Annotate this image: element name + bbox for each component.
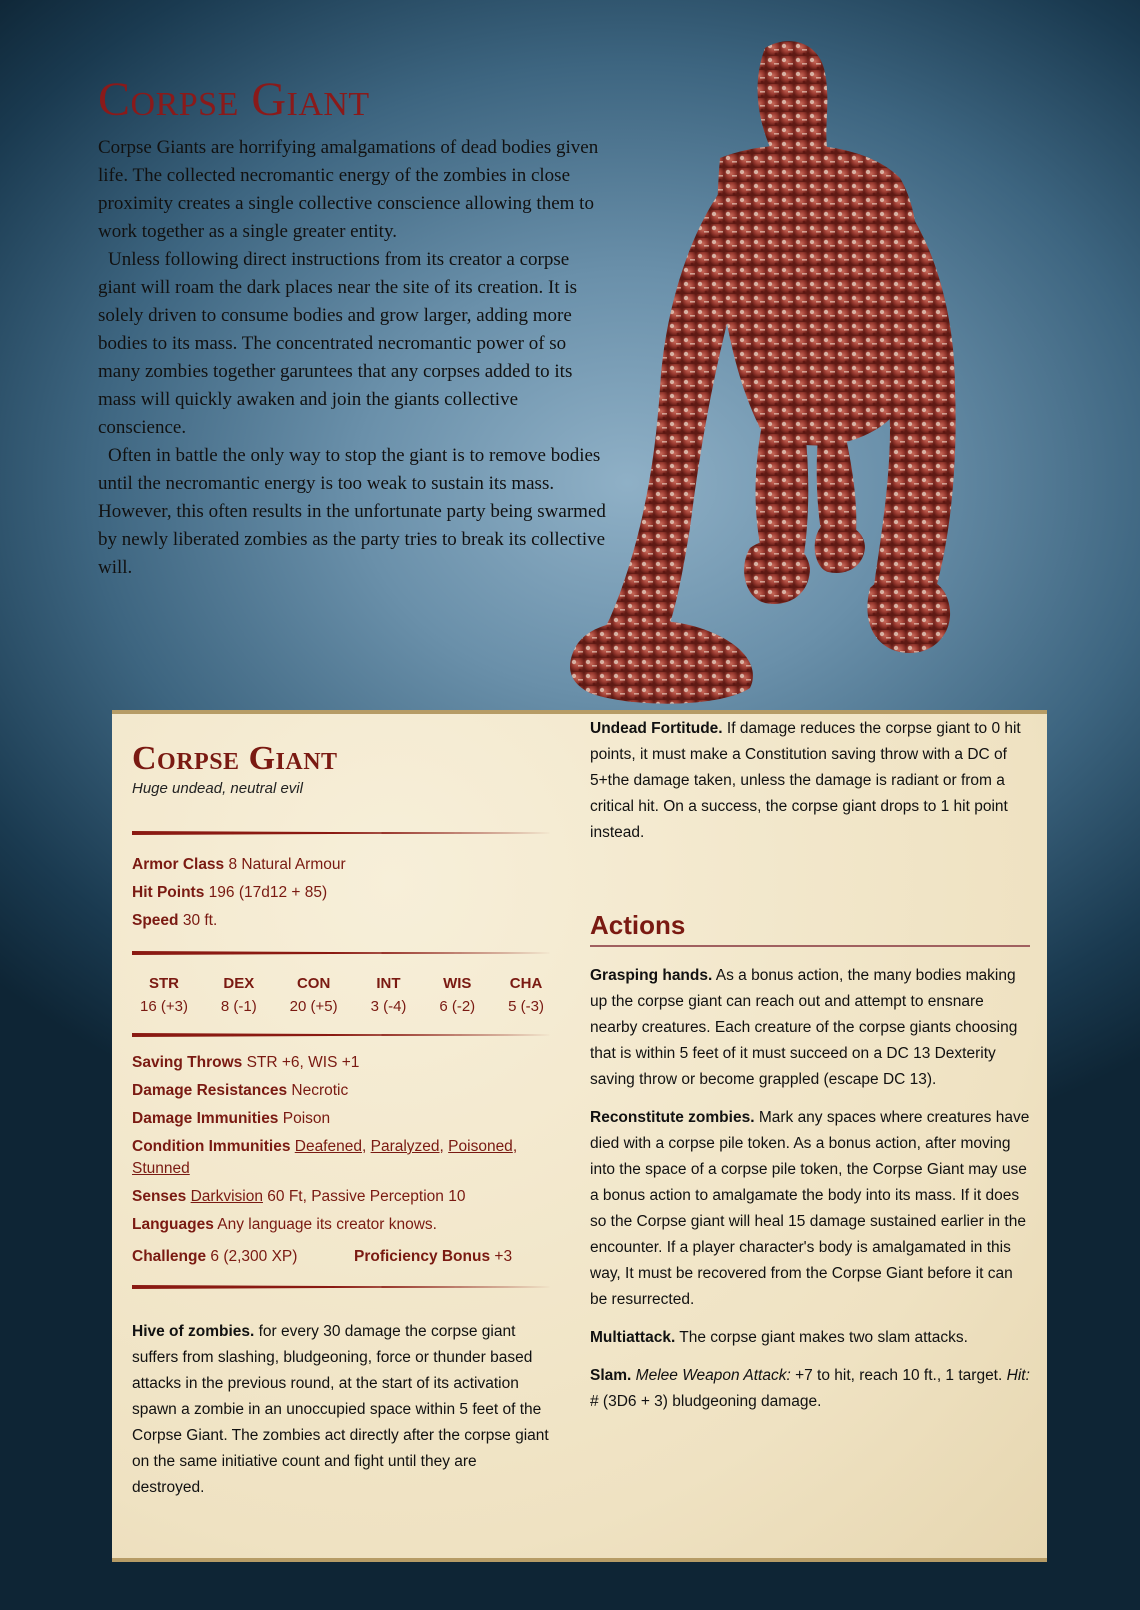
trait-hive-of-zombies: Hive of zombies. for every 30 damage the corpse giant suffers from slashing, bludgeoning, force or thunder based attacks in the previous round, at the start of its activation spawn a zombie in an unoccupied space within 5 feet of the Corpse Giant. The zombies act directly after the corpse giant on the same initiative count and fight until they are destroyed. bbox=[132, 1323, 549, 1496]
challenge-row bbox=[132, 1243, 552, 1271]
divider bbox=[132, 831, 552, 835]
action-reconstitute-zombies: Reconstitute zombies. Mark any spaces where creatures have died with a corpse pile token. As a bonus action, after moving into the space of a corpse pile token, the Corpse Giant may use a bonus action to amalgamate the body into its mass. If it does so the Corpse giant will heal 15 damage sustained earlier in the encounter. If a player character's body is amalgamated in this way, It must be recovered from the Corpse Giant before it can be resurrected. bbox=[590, 1109, 1030, 1308]
intro-paragraph: Corpse Giants are horrifying amalgamations of dead bodies given life. The collected necromantic energy of the zombies in close proximity creates a single collective conscience allowing them to work together as a single greater entity. bbox=[98, 137, 599, 242]
condition-immunities: Condition Immunities Deafened, Paralyzed, Poisoned, Stunned bbox=[132, 1138, 518, 1177]
saving-throws: Saving Throws STR +6, WIS +1 bbox=[132, 1054, 360, 1071]
action-slam: Slam. Melee Weapon Attack: +7 to hit, reach 10 ft., 1 target. Hit: # (3D6 + 3) bludgeoning damage. bbox=[590, 1367, 1030, 1410]
speed: Speed 30 ft. bbox=[132, 912, 218, 929]
actions-divider bbox=[590, 945, 1030, 947]
challenge: Challenge 6 (2,300 XP) bbox=[132, 1248, 298, 1265]
condition-link-paralyzed[interactable]: Paralyzed bbox=[370, 1138, 440, 1155]
creature-name: Corpse Giant bbox=[132, 740, 338, 777]
intro-paragraph: Unless following direct instructions from its creator a corpse giant will roam the dark places near the site of its creation. It is solely driven to consume bodies and grow larger, adding more bodies to its mass. The concentrated necromantic power of so many zombies together garuntees that any corpses added to its mass will quickly awaken and join the giants collective conscience. bbox=[98, 249, 578, 438]
divider bbox=[132, 951, 552, 955]
damage-immunities: Damage Immunities Poison bbox=[132, 1110, 331, 1127]
ability-scores bbox=[132, 975, 552, 1015]
divider bbox=[132, 1285, 552, 1289]
actions-section bbox=[590, 910, 1030, 947]
condition-link-stunned[interactable]: Stunned bbox=[132, 1160, 190, 1177]
actions-header: Actions bbox=[590, 910, 686, 940]
trait-undead-fortitude: Undead Fortitude. If damage reduces the corpse giant to 0 hit points, it must make a Constitution saving throw with a DC of 5+the damage taken, unless the damage is radiant or from a critical hit. On a success, the corpse giant drops to 1 hit point instead. bbox=[590, 720, 1021, 841]
condition-link-poisoned[interactable]: Poisoned bbox=[448, 1138, 513, 1155]
stat-block-left-column bbox=[132, 714, 552, 1501]
stat-block bbox=[112, 710, 1047, 1562]
languages: Languages Any language its creator knows. bbox=[132, 1216, 437, 1233]
corpse-giant-illustration bbox=[570, 28, 1010, 718]
ability-cha: CHA 5 (-3) bbox=[508, 975, 544, 1015]
divider bbox=[132, 1033, 552, 1037]
action-multiattack: Multiattack. The corpse giant makes two slam attacks. bbox=[590, 1329, 968, 1346]
intro-paragraph: Often in battle the only way to stop the giant is to remove bodies until the necromantic energy is too weak to sustain its mass. However, this often results in the unfortunate party being swarmed by newly liberated zombies as the party tries to break its collective will. bbox=[98, 445, 606, 578]
proficiency-bonus: Proficiency Bonus +3 bbox=[354, 1248, 513, 1265]
creature-type: Huge undead, neutral evil bbox=[132, 780, 303, 797]
page-title: Corpse Giant bbox=[98, 73, 370, 126]
intro-text bbox=[98, 134, 608, 582]
ability-int: INT 3 (-4) bbox=[370, 975, 407, 1015]
condition-link-deafened[interactable]: Deafened bbox=[294, 1138, 362, 1155]
ability-wis: WIS 6 (-2) bbox=[439, 975, 476, 1015]
senses: Senses Darkvision 60 Ft, Passive Perception 10 bbox=[132, 1188, 466, 1205]
hit-points: Hit Points 196 (17d12 + 85) bbox=[132, 884, 328, 901]
stat-block-right-column bbox=[590, 714, 1030, 1415]
armor-class: Armor Class 8 Natural Armour bbox=[132, 856, 346, 873]
ability-dex: DEX 8 (-1) bbox=[220, 975, 257, 1015]
action-grasping-hands: Grasping hands. As a bonus action, the many bodies making up the corpse giant can reach out and attempt to ensnare nearby creatures. Each creature of the corpse giants choosing that is within 5 feet of it must succeed on a DC 13 Dexterity saving throw or become grappled (escape DC 13). bbox=[590, 967, 1018, 1088]
damage-resistances: Damage Resistances Necrotic bbox=[132, 1082, 349, 1099]
ability-con: CON 20 (+5) bbox=[289, 975, 338, 1015]
darkvision-link[interactable]: Darkvision bbox=[190, 1188, 263, 1205]
ability-str: STR 16 (+3) bbox=[140, 975, 188, 1015]
